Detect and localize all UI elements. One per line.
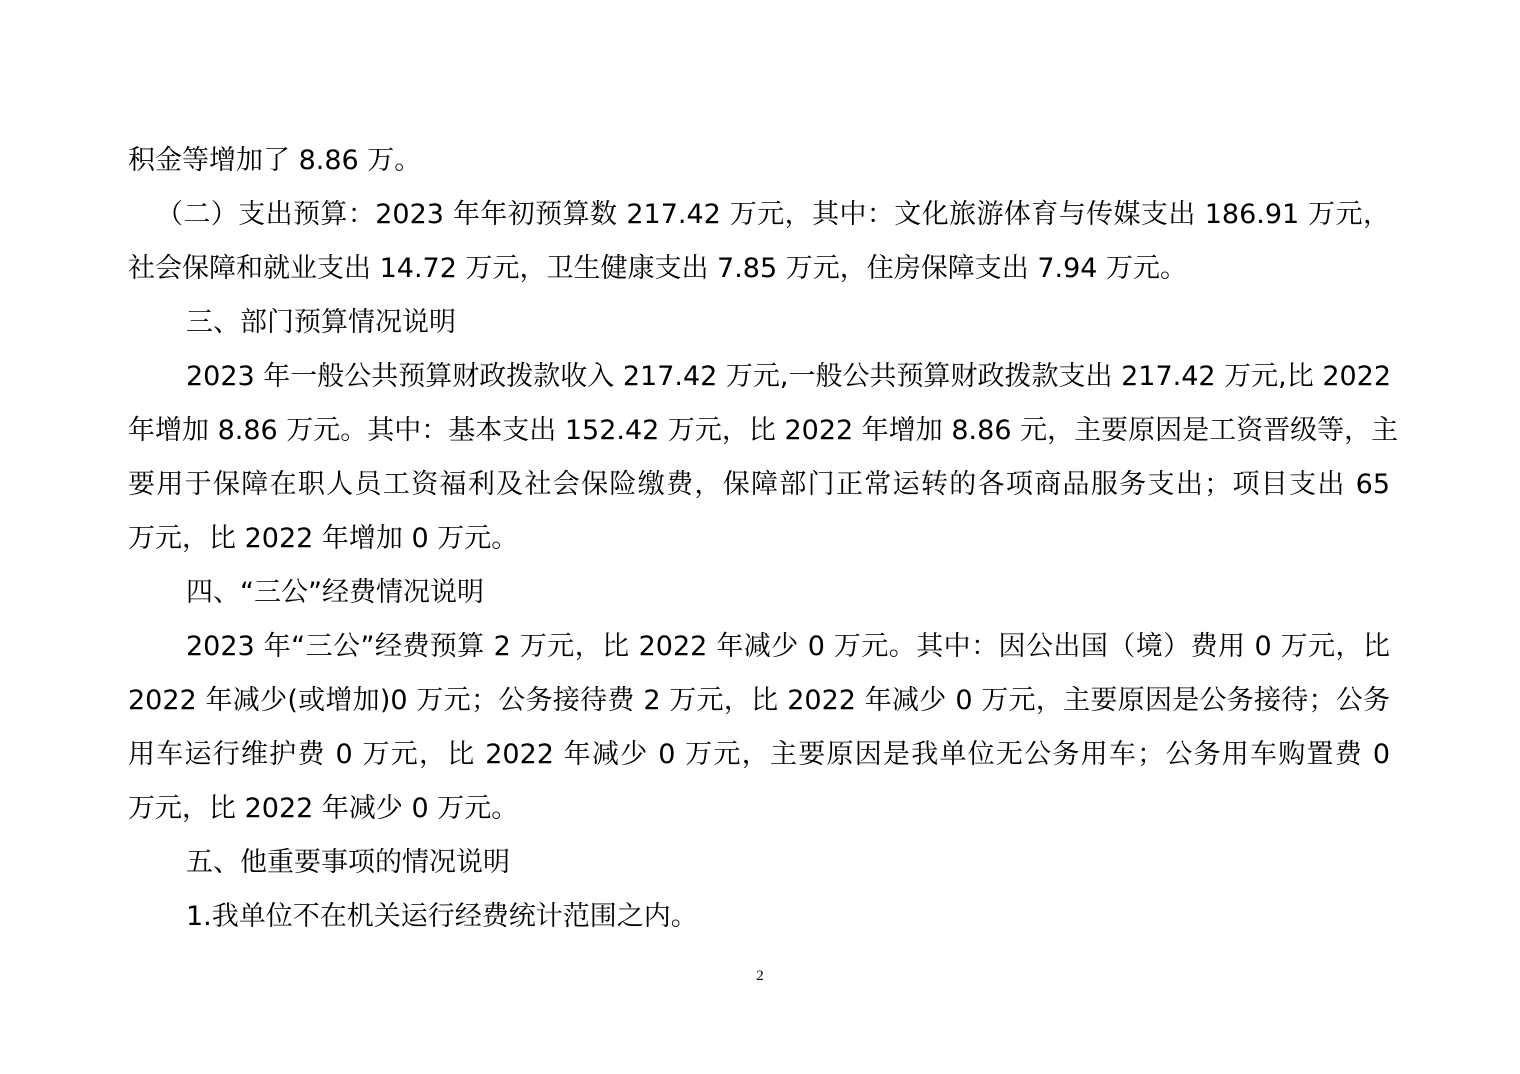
section-heading: 四、“三公”经费情况说明 [186,577,484,608]
paragraph-line: （二）支出预算：2023 年年初预算数 217.42 万元，其中：文化旅游体育与传媒支出 186.91 万元， [156,199,1390,230]
paragraph-line: 社会保障和就业支出 14.72 万元，卫生健康支出 7.85 万元，住房保障支出 7.94 万元。 [128,253,1188,284]
paragraph-line: 2022 年减少(或增加)0 万元；公务接待费 2 万元，比 2022 年减少 0 万元，主要原因是公务接待；公务 [128,685,1390,716]
paragraph-line: 2023 年“三公”经费预算 2 万元，比 2022 年减少 0 万元。其中：因公出国（境）费用 0 万元，比 [186,631,1390,662]
page-number: 2 [756,968,764,984]
section-heading: 三、部门预算情况说明 [186,307,456,338]
section-heading: 五、他重要事项的情况说明 [186,847,510,878]
paragraph-line: 万元，比 2022 年减少 0 万元。 [128,793,519,824]
paragraph-line: 万元，比 2022 年增加 0 万元。 [128,523,519,554]
paragraph-line: 年增加 8.86 万元。其中：基本支出 152.42 万元，比 2022 年增加 8.86 元，主要原因是工资晋级等，主 [128,415,1399,446]
paragraph-line: 1.我单位不在机关运行经费统计范围之内。 [186,901,698,932]
paragraph-line: 积金等增加了 8.86 万。 [128,145,422,176]
paragraph-line: 用车运行维护费 0 万元，比 2022 年减少 0 万元，主要原因是我单位无公务用车；公务用车购置费 0 [128,739,1390,770]
paragraph-line: 要用于保障在职人员工资福利及社会保险缴费，保障部门正常运转的各项商品服务支出；项目支出 65 [128,469,1390,500]
paragraph-line: 2023 年一般公共预算财政拨款收入 217.42 万元,一般公共预算财政拨款支出 217.42 万元,比 2022 [186,361,1392,392]
